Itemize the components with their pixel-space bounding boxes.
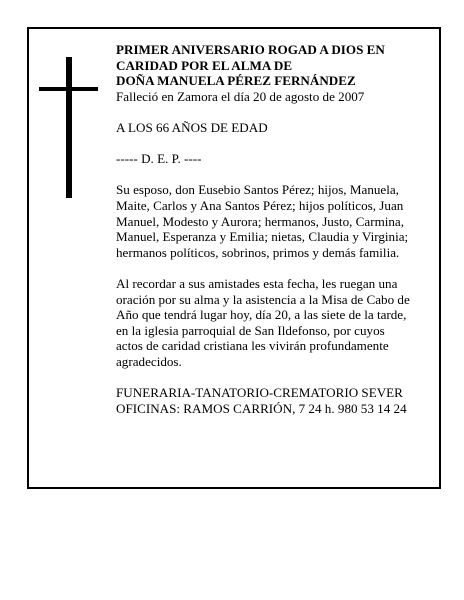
age-line: A LOS 66 AÑOS DE EDAD [116, 119, 268, 135]
spacer [116, 260, 431, 276]
cross-horizontal-bar [39, 87, 98, 91]
notice-text [116, 42, 431, 416]
family-line: Manuel, Modesto y Aurora; hermanos, Justo, Carmina, [116, 213, 405, 229]
death-date-line: Falleció en Zamora el día 20 de agosto de 2007 [116, 88, 365, 104]
mass-line: actos de caridad cristiana les vivirán profundamente [116, 338, 389, 354]
spacer [116, 369, 431, 385]
mass-line: Año que tendrá lugar hoy, día 20, a las siete de la tarde, [116, 307, 407, 323]
funeral-home-line: FUNERARIA-TANATORIO-CREMATORIO SEVER [116, 385, 403, 401]
rip-line: ----- D. E. P. ---- [116, 151, 202, 167]
heading-line-1: PRIMER ANIVERSARIO ROGAD A DIOS EN [116, 42, 385, 57]
mass-line: Al recordar a sus amistades esta fecha, les ruegan una [116, 275, 398, 291]
family-line: Su esposo, don Eusebio Santos Pérez; hijos, Manuela, [116, 182, 399, 198]
mass-line: en la iglesia parroquial de San Ildefonso, por cuyos [116, 322, 385, 338]
heading-line-3: DOÑA MANUELA PÉREZ FERNÁNDEZ [116, 73, 356, 89]
heading-line-2: CARIDAD POR EL ALMA DE [116, 57, 293, 73]
family-line: hermanos políticos, sobrinos, primos y demás familia. [116, 244, 400, 260]
family-line: Maite, Carlos y Ana Santos Pérez; hijos políticos, Juan [116, 197, 404, 213]
mass-line: agradecidos. [116, 353, 182, 369]
spacer [116, 167, 431, 183]
obituary-notice [27, 27, 441, 489]
cross-vertical-bar [66, 57, 72, 198]
mass-line: oración por su alma y la asistencia a la Misa de Cabo de [116, 291, 410, 307]
family-line: Manuel, Esperanza y Emilia; nietas, Claudia y Virginia; [116, 229, 409, 245]
spacer [116, 104, 431, 120]
offices-line: OFICINAS: RAMOS CARRIÓN, 7 24 h. 980 53 14 24 [116, 400, 407, 416]
spacer [116, 136, 431, 152]
